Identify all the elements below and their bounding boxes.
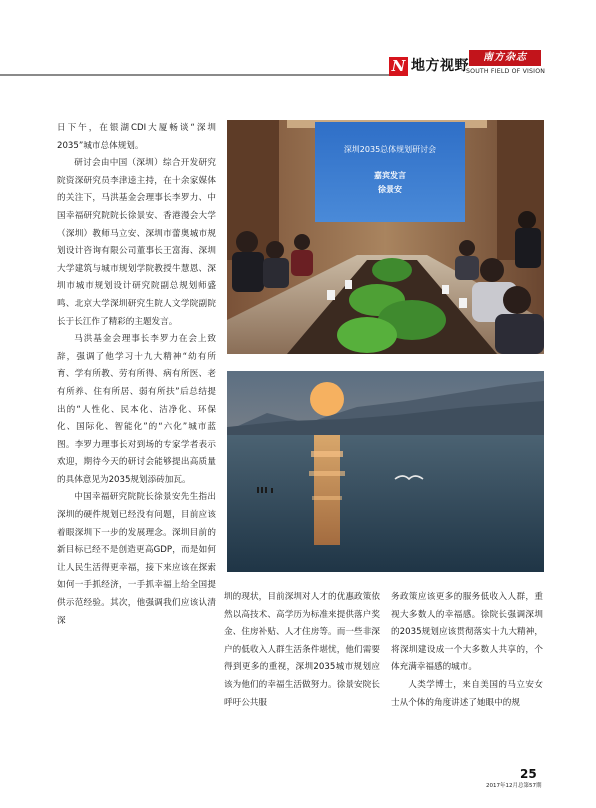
paragraph: 务政策应该更多的服务低收入人群，重视大多数人的幸福感。徐院长强调深圳的2035规划应该贯彻落实十九大精神，将深圳建设成一个大多数人共享的，个体充满幸福感的城市。 [391,592,543,673]
issue-info: 2017年12月总第57期 [486,783,542,789]
brand-name: 南方杂志 [483,52,527,63]
text-column-1 [57,120,216,630]
paragraph: 圳的现状，目前深圳对人才的优惠政策依然以高技术、高学历为标准来提供落户奖金、住房补贴、人才住房等。而一些非深户的低收入人群生活条件堪忧，他们需要得到更多的重视，深圳2035城市规划应该为他们的幸福生活做努力。徐景安院长呼吁公共服 [224,592,380,708]
header-rule [0,74,389,76]
text-column-2 [224,589,380,712]
paragraph: 研讨会由中国（深圳）综合开发研究院资深研究员李津逵主持，在十余家媒体的关注下，马洪基金会理事长李罗力、中国幸福研究院院长徐景安、香港漫会大学（深圳）教师马立安、深圳市蕾奥城市规划设计咨询有限公司董事长王富海、深圳大学建筑与城市规划学院教授牛慧恩、深圳市城市规划设计研究院副总规划师盛鸣、北京大学深圳研究生院人文学院副院长于长江作了精彩的主题发言。 [57,158,216,327]
section-title: 地方视野 [411,58,469,74]
page-number: 25 [520,767,537,781]
paragraph: 人类学博士，来自美国的马立安女士从个体的角度讲述了她眼中的规 [391,679,543,708]
screen-title: 深圳2035总体规划研讨会 [343,145,437,154]
screen-speaker: 徐景安 [378,185,402,194]
seminar-photo [227,120,544,354]
text-column-3 [391,589,543,712]
lake-sunset-photo [227,371,544,572]
paragraph: 中国幸福研究院院长徐景安先生指出深圳的硬件规划已经没有问题，目前应该着眼深圳下一步的发展理念。深圳目前的新目标已经不是创造更高GDP，而是如何让人民生活得更幸福，接下来应该在探索如何一手抓经济，一手抓幸福上给全国提供示范经验。其次，他强调我们应该认清深 [57,492,216,626]
brand-subtitle: SOUTH FIELD OF VISION [466,68,546,75]
magazine-logo-icon: N [389,57,408,76]
paragraph: 马洪基金会理事长李罗力在会上致辞，强调了他学习十九大精神“幼有所育、学有所教、劳有所得、病有所医、老有所养、住有所居、弱有所扶”后总结提出的“人性化、民本化、洁净化、环保化、国际化、智能化”的“六化”城市蓝图。李罗力理事长对到场的专家学者表示欢迎，期待今天的研讨会能够提出高质量的具体意见为2035规划添砖加瓦。 [57,334,216,485]
paragraph: 日下午，在银湖CDI大厦畅谈“深圳2035”城市总体规划。 [57,123,216,151]
screen-subtitle: 嘉宾发言 [374,171,406,180]
